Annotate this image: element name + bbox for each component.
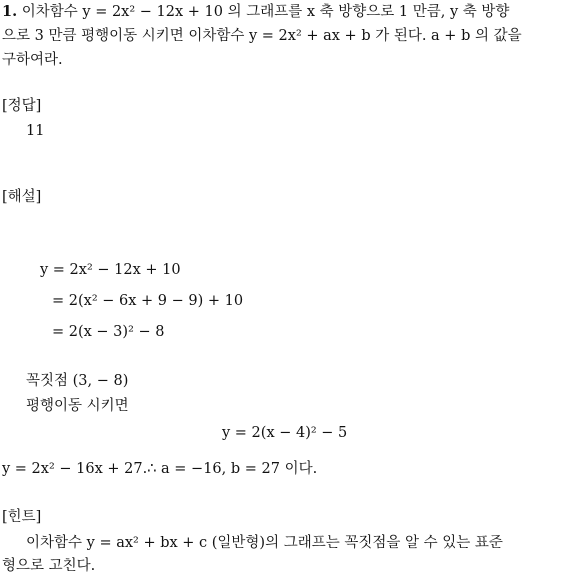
vertex-text: 꼭짓점 (3, − 8) [26,373,129,389]
problem-number: 1. [2,3,18,20]
solution-heading: [해설] [2,189,42,205]
hint-text-2: 형으로 고친다. [2,558,96,574]
answer-value: 11 [26,123,45,139]
solution-eq-1: y = 2x² − 12x + 10 [40,262,181,278]
shift-text: 평행이동 시키면 [26,398,129,414]
problem-text-2: 으로 3 만큼 평행이동 시키면 이차함수 y = 2x² + ax + b 가 된다. a + b 의 값을 [2,28,522,44]
shift-equation: y = 2(x − 4)² − 5 [222,425,348,441]
solution-eq-3: = 2(x − 3)² − 8 [52,324,165,340]
conclusion-text: y = 2x² − 16x + 27.∴ a = −16, b = 27 이다. [2,461,318,477]
problem-text-1: 이차함수 y = 2x² − 12x + 10 의 그래프를 x 축 방향으로 1 만큼, y 축 방향 [21,4,510,20]
answer-heading: [정답] [2,98,42,114]
problem-text-3: 구하여라. [2,52,63,68]
problem-line-1 [2,2,509,22]
hint-heading: [힌트] [2,509,42,525]
solution-eq-2: = 2(x² − 6x + 9 − 9) + 10 [52,293,244,309]
hint-text-1: 이차함수 y = ax² + bx + c (일반형)의 그래프는 꼭짓점을 알 수 있는 표준 [26,535,503,551]
